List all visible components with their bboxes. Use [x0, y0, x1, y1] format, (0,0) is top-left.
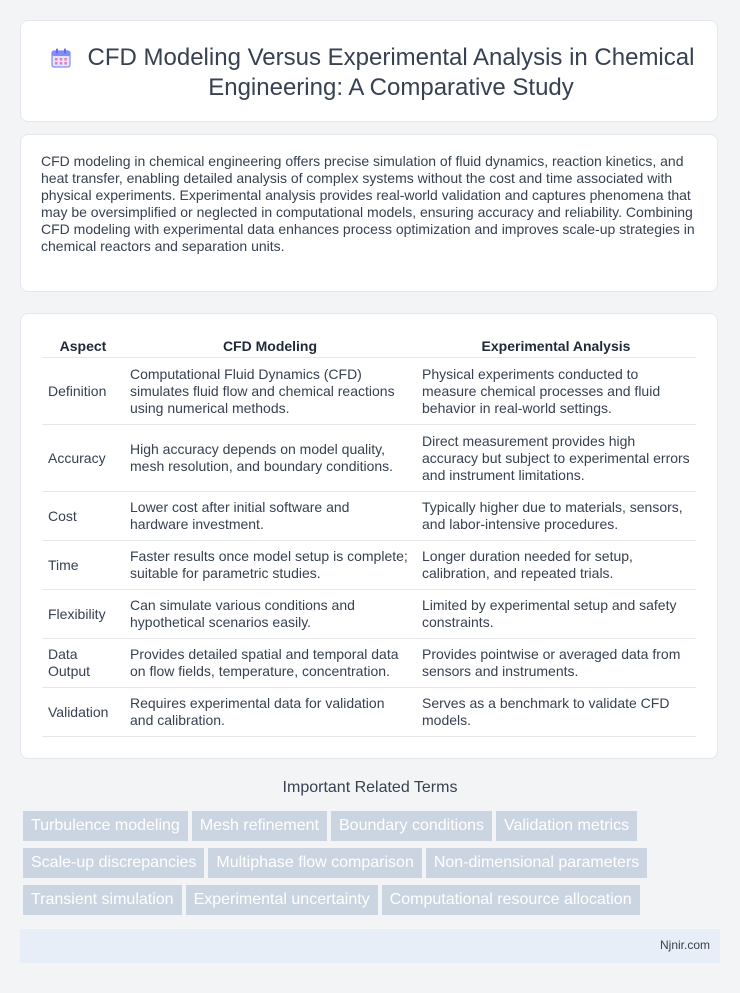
- header-aspect: Aspect: [42, 332, 124, 358]
- row-cfd: Requires experimental data for validation and calibration.: [124, 688, 416, 737]
- footer: [20, 929, 720, 963]
- comparison-table-card: [20, 313, 718, 759]
- table-row: [42, 688, 696, 737]
- header-cfd: CFD Modeling: [124, 332, 416, 358]
- row-cfd: Provides detailed spatial and temporal data on flow fields, temperature, concentration.: [124, 639, 416, 688]
- row-experimental: Longer duration needed for setup, calibration, and repeated trials.: [416, 541, 696, 590]
- term-tag[interactable]: Validation metrics: [496, 811, 637, 841]
- term-tag[interactable]: Multiphase flow comparison: [208, 848, 421, 878]
- row-cfd: Can simulate various conditions and hypothetical scenarios easily.: [124, 590, 416, 639]
- table-row: [42, 358, 696, 425]
- row-experimental: Direct measurement provides high accuracy but subject to experimental errors and instrument limitations.: [416, 425, 696, 492]
- term-tag[interactable]: Non-dimensional parameters: [426, 848, 647, 878]
- intro-text: CFD modeling in chemical engineering offers precise simulation of fluid dynamics, reaction kinetics, and heat transfer, enabling detailed analysis of complex systems without the cost and time associated with physical experiments. Experimental analysis provides real-world validation and captures phenomena that may be oversimplified or neglected in computational models, ensuring accuracy and reliability. Combining CFD modeling with experimental data enhances process optimization and improves scale-up strategies in chemical reactors and separation units.: [41, 153, 695, 254]
- row-cfd: Computational Fluid Dynamics (CFD) simulates fluid flow and chemical reactions using numerical methods.: [124, 358, 416, 425]
- term-tag[interactable]: Mesh refinement: [192, 811, 327, 841]
- calendar-icon: [50, 47, 72, 69]
- table-row: [42, 639, 696, 688]
- footer-site[interactable]: Njnir.com: [659, 938, 710, 952]
- row-aspect: Accuracy: [42, 425, 124, 492]
- row-cfd: Lower cost after initial software and hardware investment.: [124, 492, 416, 541]
- table-row: [42, 590, 696, 639]
- row-experimental: Serves as a benchmark to validate CFD models.: [416, 688, 696, 737]
- row-experimental: Limited by experimental setup and safety constraints.: [416, 590, 696, 639]
- row-aspect: Validation: [42, 688, 124, 737]
- table-row: [42, 541, 696, 590]
- table-row: [42, 492, 696, 541]
- table-row: [42, 425, 696, 492]
- term-tag[interactable]: Experimental uncertainty: [186, 885, 378, 915]
- row-aspect: Definition: [42, 358, 124, 425]
- term-tag[interactable]: Boundary conditions: [331, 811, 492, 841]
- row-experimental: Typically higher due to materials, sensors, and labor-intensive procedures.: [416, 492, 696, 541]
- row-aspect: Flexibility: [42, 590, 124, 639]
- term-tag[interactable]: Computational resource allocation: [382, 885, 640, 915]
- row-cfd: High accuracy depends on model quality, mesh resolution, and boundary conditions.: [124, 425, 416, 492]
- comparison-table: [42, 332, 696, 737]
- row-aspect: Data Output: [42, 639, 124, 688]
- page-title: CFD Modeling Versus Experimental Analysis in Chemical Engineering: A Comparative Study: [87, 44, 695, 101]
- term-tag[interactable]: Scale-up discrepancies: [23, 848, 204, 878]
- row-aspect: Cost: [42, 492, 124, 541]
- row-experimental: Physical experiments conducted to measure chemical processes and fluid behavior in real-world settings.: [416, 358, 696, 425]
- table-header-row: [42, 332, 696, 358]
- intro-card: [20, 134, 718, 292]
- row-experimental: Provides pointwise or averaged data from sensors and instruments.: [416, 639, 696, 688]
- related-terms-list: [23, 811, 723, 922]
- row-cfd: Faster results once model setup is complete; suitable for parametric studies.: [124, 541, 416, 590]
- related-terms-title: Important Related Terms: [282, 779, 458, 796]
- header-experimental: Experimental Analysis: [416, 332, 696, 358]
- term-tag[interactable]: Turbulence modeling: [23, 811, 188, 841]
- term-tag[interactable]: Transient simulation: [23, 885, 182, 915]
- title-card: [20, 20, 718, 122]
- row-aspect: Time: [42, 541, 124, 590]
